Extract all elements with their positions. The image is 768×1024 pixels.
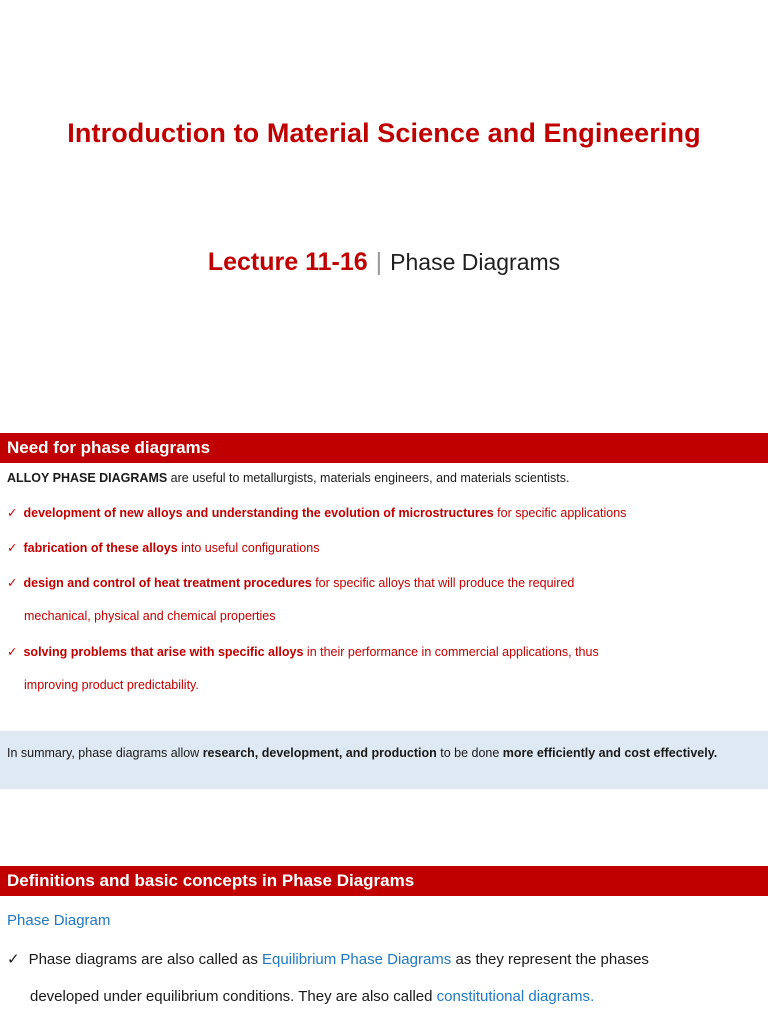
checkmark-icon: ✓ bbox=[7, 951, 20, 968]
check-item-bold: design and control of heat treatment procedures bbox=[23, 576, 312, 590]
checkmark-icon: ✓ bbox=[7, 645, 18, 659]
checkmark-icon: ✓ bbox=[7, 541, 18, 555]
definition-line-1 bbox=[7, 950, 649, 968]
definition-term: constitutional diagrams bbox=[436, 988, 591, 1005]
check-item-text: for specific alloys that will produce the required bbox=[311, 576, 575, 590]
check-item-bold: development of new alloys and understanding the evolution of microstructures bbox=[23, 506, 494, 520]
check-item bbox=[7, 644, 599, 659]
intro-bold: ALLOY PHASE DIAGRAMS bbox=[7, 471, 168, 485]
definition-line-2 bbox=[30, 988, 594, 1005]
definition-text: . bbox=[590, 988, 595, 1005]
check-item-continuation: improving product predictability. bbox=[24, 678, 199, 692]
check-item-bold: solving problems that arise with specific alloys bbox=[23, 645, 304, 659]
summary-text: to be done bbox=[436, 746, 503, 760]
intro-text: are useful to metallurgists, materials engineers, and materials scientists. bbox=[167, 471, 570, 485]
definition-text: as they represent the phases bbox=[451, 951, 649, 968]
lecture-number: Lecture 11-16 bbox=[207, 248, 368, 276]
section-intro bbox=[7, 471, 569, 485]
check-item bbox=[7, 505, 626, 520]
document-title: Introduction to Material Science and Engineering bbox=[67, 118, 701, 148]
check-item bbox=[7, 575, 574, 590]
check-item-bold: fabrication of these alloys bbox=[23, 541, 178, 555]
checkmark-icon: ✓ bbox=[7, 506, 18, 520]
check-item-text: for specific applications bbox=[493, 506, 627, 520]
check-item bbox=[7, 540, 319, 555]
summary-bold: more efficiently and cost effectively. bbox=[502, 746, 718, 760]
definition-text: developed under equilibrium conditions. They are also called bbox=[30, 988, 437, 1005]
check-item-continuation: mechanical, physical and chemical properties bbox=[24, 609, 276, 623]
definition-text: Phase diagrams are also called as bbox=[28, 951, 263, 968]
summary-text: In summary, phase diagrams allow bbox=[7, 746, 203, 760]
lecture-separator: | bbox=[375, 248, 383, 276]
checkmark-icon: ✓ bbox=[7, 576, 18, 590]
section-heading-definitions: Definitions and basic concepts in Phase Diagrams bbox=[0, 866, 768, 896]
check-item-text: in their performance in commercial applications, thus bbox=[303, 645, 599, 659]
subheading-phase-diagram: Phase Diagram bbox=[7, 912, 111, 929]
check-item-text: into useful configurations bbox=[177, 541, 320, 555]
lecture-topic: Phase Diagrams bbox=[390, 249, 561, 275]
definition-term: Equilibrium Phase Diagrams bbox=[262, 951, 452, 968]
summary-bold: research, development, and production bbox=[202, 746, 437, 760]
section-heading-need: Need for phase diagrams bbox=[0, 433, 768, 463]
summary-box bbox=[0, 731, 768, 789]
lecture-heading bbox=[0, 248, 768, 277]
